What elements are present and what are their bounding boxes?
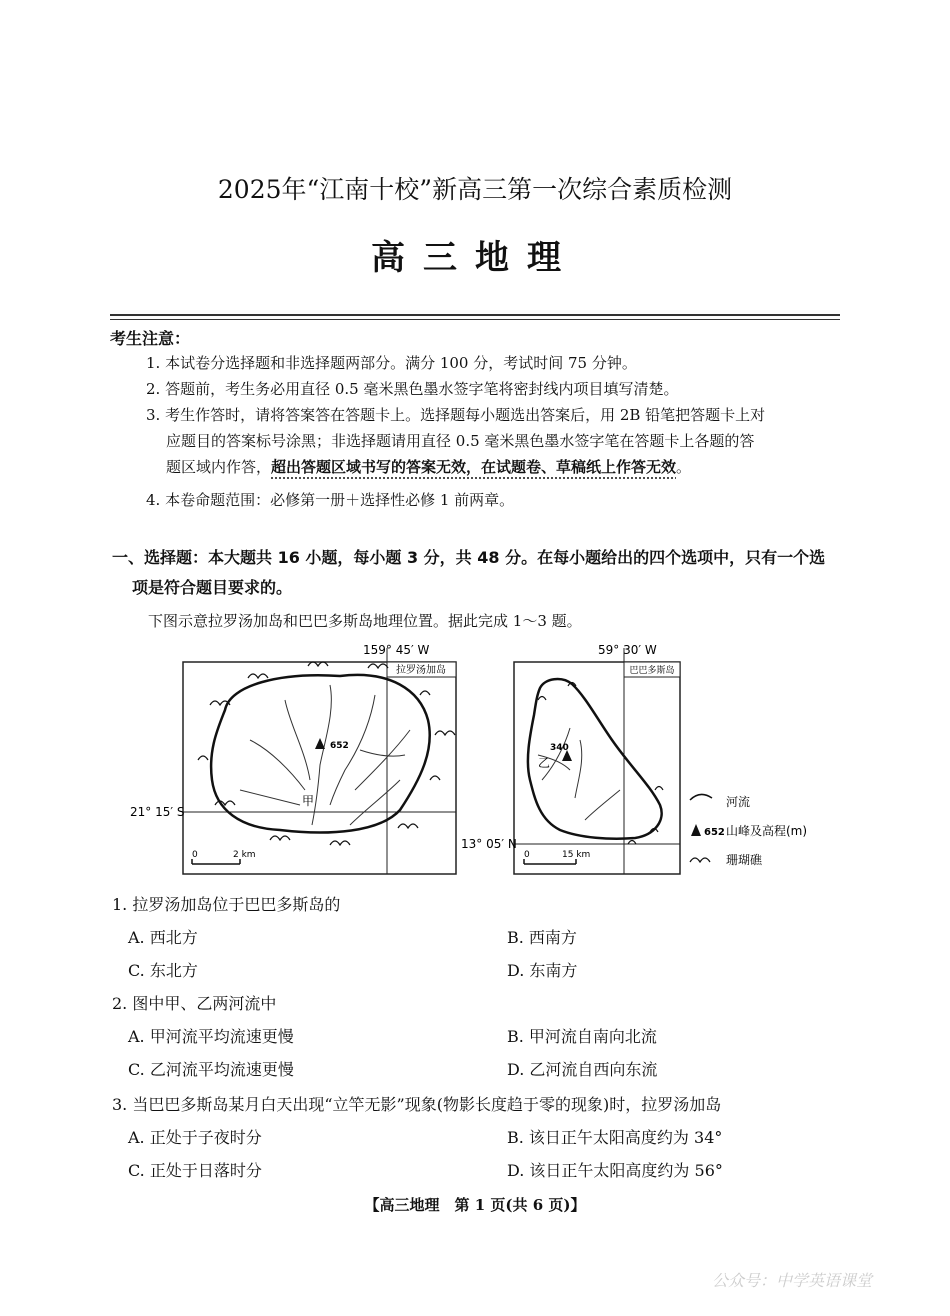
barbados-scale-zero: 0 [524,850,530,860]
notice-item-3-cont: 应题目的答案标号涂黑；非选择题请用直径 0.5 毫米黑色墨水签字笔在答题卡上各题的答 [166,432,755,450]
legend-reef: 珊瑚礁 [726,853,763,867]
legend-river: 河流 [726,795,751,809]
rarotonga-latitude: 21° 15′ S [130,805,185,819]
notice-emphasis: 超出答题区域书写的答案无效，在试题卷、草稿纸上作答无效 [271,458,677,476]
barbados-peak-value: 340 [550,743,569,753]
section-line-2: 项是符合题目要求的。 [132,578,293,597]
barbados-reef [538,683,663,845]
barbados-latitude: 13° 05′ N [461,837,517,851]
notice-text: 题区域内作答， [166,458,272,476]
rarotonga-scale-label: 2 km [233,850,256,860]
notice-period: 。 [676,458,692,476]
notice-item-4: 4. 本卷命题范围：必修第一册＋选择性必修 1 前两章。 [146,491,515,509]
question-3-option-d[interactable]: D. 该日正午太阳高度约为 56° [507,1161,723,1180]
map-legend [690,794,807,867]
notice-heading: 考生注意： [110,329,191,348]
notice-item-3: 3. 考生作答时，请将答案答在答题卡上。选择题每小题选出答案后，用 2B 铅笔把答题卡上对 [146,406,766,424]
barbados-scale-label: 15 km [562,850,591,860]
figure-intro: 下图示意拉罗汤加岛和巴巴多斯岛地理位置。据此完成 1～3 题。 [148,612,582,630]
section-line-1: 一、选择题：本大题共 16 小题，每小题 3 分，共 48 分。在每小题给出的四个选项中，只有一个选 [112,548,826,567]
legend-peak-value: 652 [704,827,725,838]
legend-peak: 山峰及高程(m) [726,824,808,838]
question-1-option-a[interactable]: A. 西北方 [128,928,198,947]
notice-item-3-end [166,454,691,480]
question-1-option-d[interactable]: D. 东南方 [507,961,578,980]
rarotonga-scale-zero: 0 [192,850,198,860]
question-3-option-b[interactable]: B. 该日正午太阳高度约为 34° [507,1128,723,1147]
question-2-option-b[interactable]: B. 甲河流自南向北流 [507,1027,657,1046]
question-3-stem: 3. 当巴巴多斯岛某月白天出现“立竿无影”现象(物影长度趋于零的现象)时，拉罗汤加岛 [112,1095,722,1114]
barbados-longitude: 59° 30′ W [598,643,657,657]
notice-item-2: 2. 答题前，考生务必用直径 0.5 毫米黑色墨水签字笔将密封线内项目填写清楚。 [146,380,679,398]
notice-item-1: 1. 本试卷分选择题和非选择题两部分。满分 100 分，考试时间 75 分钟。 [146,354,637,372]
rarotonga-peak-icon [315,738,325,749]
barbados-name: 巴巴多斯岛 [629,666,675,676]
question-2-option-c[interactable]: C. 乙河流平均流速更慢 [128,1060,294,1079]
question-1-stem: 1. 拉罗汤加岛位于巴巴多斯岛的 [112,895,341,914]
rarotonga-name: 拉罗汤加岛 [396,665,446,676]
section-heading [112,543,842,603]
header-divider [110,314,840,316]
barbados-rivers [538,728,620,820]
river-jia-label: 甲 [302,794,315,808]
rarotonga-rivers [240,685,410,825]
exam-title: 2025年“江南十校”新高三第一次综合素质检测 [217,175,733,204]
rarotonga-peak-value: 652 [330,741,349,751]
question-3-option-a[interactable]: A. 正处于子夜时分 [128,1128,262,1147]
rarotonga-longitude: 159° 45′ W [363,643,430,657]
watermark: 公众号：中学英语课堂 [712,1271,873,1290]
question-2-option-d[interactable]: D. 乙河流自西向东流 [507,1060,658,1079]
question-1-option-b[interactable]: B. 西南方 [507,928,577,947]
rarotonga-coastline [211,675,430,833]
rarotonga-map [130,643,456,874]
river-yi-label: 乙 [538,756,551,770]
legend-river-icon [690,794,712,800]
legend-reef-icon [690,858,710,862]
question-3-option-c[interactable]: C. 正处于日落时分 [128,1161,262,1180]
question-2-option-a[interactable]: A. 甲河流平均流速更慢 [128,1027,294,1046]
header-divider-thin [110,319,840,320]
page-footer: 【高三地理 第 1 页(共 6 页)】 [364,1196,586,1214]
question-2-stem: 2. 图中甲、乙两河流中 [112,994,277,1013]
subject-title: 高三地理 [371,238,579,278]
legend-peak-icon [691,824,701,836]
question-1-option-c[interactable]: C. 东北方 [128,961,198,980]
barbados-map [461,643,680,874]
island-map-figure [130,640,820,882]
